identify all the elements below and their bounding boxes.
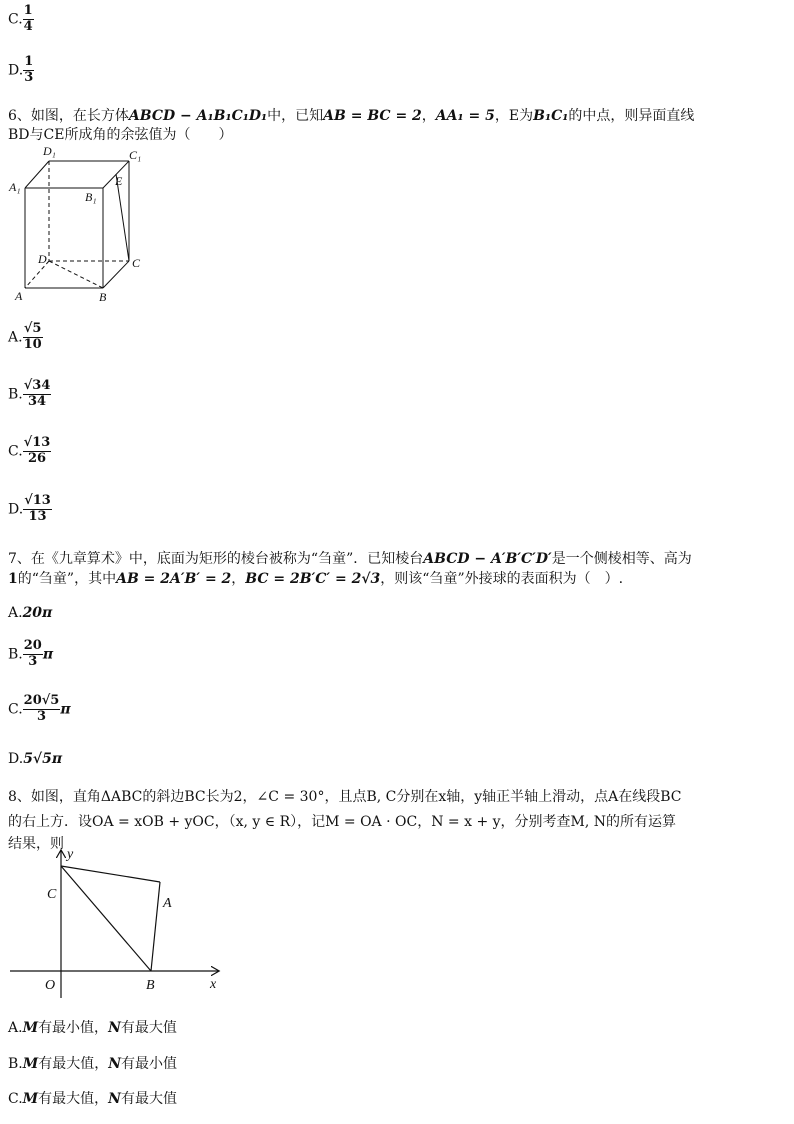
text: 有最小值， <box>38 1020 109 1036</box>
math: M <box>22 1091 39 1107</box>
q6-option-d <box>8 494 52 525</box>
label-c: C <box>47 887 57 902</box>
q7-stem-line1 <box>8 549 692 569</box>
text: 7、在《九章算术》中，底面为矩形的棱台被称为“刍童”．已知棱台 <box>8 551 424 567</box>
math: AB = BC = 2 <box>323 108 422 124</box>
math: N <box>108 1091 121 1107</box>
denominator: 26 <box>27 450 47 466</box>
denominator: 3 <box>36 708 47 724</box>
fraction <box>23 4 34 35</box>
option-label: A. <box>8 605 23 621</box>
text: 是一个侧棱相等、高为 <box>551 551 692 567</box>
label-o: O <box>45 978 56 993</box>
math: AB = 2A′B′ = 2 <box>116 571 232 587</box>
q6-cuboid-figure <box>5 143 145 305</box>
denominator: 10 <box>23 336 42 352</box>
text: 有最大值， <box>38 1056 109 1072</box>
text: BD与CE所成角的余弦值为（ ） <box>8 127 233 143</box>
numerator: 1 <box>24 54 34 69</box>
text: ，则该“刍童”外接球的表面积为（ ）. <box>380 571 624 587</box>
label-a: A <box>163 896 172 911</box>
q8-option-a <box>8 1017 177 1037</box>
math: ABCD − A′B′C′D′ <box>423 551 552 567</box>
text: 结果，则 <box>8 836 64 852</box>
pi-suffix: π <box>60 701 71 718</box>
q6-stem-line2 <box>8 125 232 145</box>
axis-label-x: x <box>210 977 217 992</box>
denominator: 3 <box>28 653 38 669</box>
text: 的“刍童”，其中 <box>17 571 117 587</box>
q6-option-b <box>8 379 51 410</box>
math: B₁C₁ <box>533 108 569 124</box>
label-e: E <box>115 174 123 188</box>
fraction <box>23 694 61 725</box>
option-label: B. <box>8 646 23 663</box>
option-label: D. <box>8 501 24 518</box>
label-a1: A₁ <box>9 180 21 194</box>
fraction <box>23 322 43 353</box>
text: 中，已知 <box>267 108 324 124</box>
numerator: 1 <box>23 3 33 18</box>
option-label: B. <box>8 1056 23 1072</box>
math: N <box>108 1020 121 1036</box>
option-value: 5√5π <box>23 751 63 767</box>
option-value: 20π <box>22 605 53 621</box>
q8-option-c <box>8 1088 177 1108</box>
math: 1 <box>8 571 18 587</box>
numerator: √34 <box>23 378 51 393</box>
math: M <box>22 1056 39 1072</box>
q7-option-c <box>8 694 71 725</box>
label-b: B <box>99 290 107 304</box>
option-label: C. <box>8 443 23 460</box>
option-label: A. <box>8 1020 23 1036</box>
option-label: C. <box>8 11 23 28</box>
option-label: D. <box>8 751 24 767</box>
text: 6、如图，在长方体 <box>8 108 129 124</box>
q7-option-a <box>8 605 52 621</box>
q7-option-b <box>8 639 53 670</box>
text: 8、如图，直角ΔABC的斜边BC长为2，∠C = 30°，且点B, C分别在x轴，y轴正半轴上滑动，点A在线段BC <box>8 789 682 805</box>
option-label: A. <box>8 329 23 346</box>
numerator: 20 <box>23 638 42 653</box>
text: 的右上方．设OA = xOB + yOC，（x, y ∈ R），记M = OA · OC，N = x + y，分别考查M, N的所有运算 <box>8 814 677 830</box>
fraction <box>23 436 52 467</box>
q7-stem-line2 <box>8 569 623 589</box>
option-label: B. <box>8 386 23 403</box>
q8-option-b <box>8 1053 177 1073</box>
text: 有最小值 <box>121 1056 178 1072</box>
label-d1: D₁ <box>43 144 56 158</box>
axis-label-y: y <box>67 847 74 862</box>
denominator: 13 <box>28 508 47 524</box>
q6-option-a <box>8 322 43 353</box>
numerator: √13 <box>24 493 51 508</box>
fraction <box>23 55 34 86</box>
math: N <box>108 1056 122 1072</box>
label-b1: B₁ <box>85 190 97 204</box>
text: ， <box>421 108 436 124</box>
math: AA₁ = 5 <box>435 108 495 124</box>
text: 有最大值， <box>38 1091 109 1107</box>
q6-option-c <box>8 436 51 467</box>
option-label: C. <box>8 1091 23 1107</box>
denominator: 34 <box>28 393 47 409</box>
math: M <box>22 1020 39 1036</box>
text: 有最大值 <box>120 1020 177 1036</box>
denominator: 4 <box>23 18 33 34</box>
text: ， <box>231 571 246 587</box>
q6-stem-line1 <box>8 106 694 126</box>
fraction <box>23 494 52 525</box>
numerator: √5 <box>23 321 42 336</box>
label-c1: C₁ <box>129 148 142 162</box>
text: ，E为 <box>494 108 534 124</box>
numerator: 20√5 <box>23 693 60 708</box>
math: BC = 2B′C′ = 2√3 <box>245 571 381 587</box>
text: 的中点，则异面直线 <box>568 108 695 124</box>
fraction <box>23 379 52 410</box>
fraction <box>23 639 43 670</box>
label-a: A <box>15 289 23 303</box>
math: ABCD − A₁B₁C₁D₁ <box>128 108 268 124</box>
label-d: D <box>38 252 47 266</box>
text: 有最大值 <box>120 1091 177 1107</box>
option-label: C. <box>8 701 23 718</box>
label-c: C <box>132 256 141 270</box>
q5-option-c <box>8 4 34 35</box>
q5-option-d <box>8 55 34 86</box>
q8-stem-line1 <box>8 787 682 807</box>
q8-stem-line2 <box>8 812 676 832</box>
numerator: √13 <box>23 435 51 450</box>
q8-coordinate-figure <box>5 843 230 1003</box>
q7-option-d <box>8 751 62 767</box>
label-b: B <box>146 978 155 993</box>
denominator: 3 <box>24 69 34 85</box>
pi-suffix: π <box>42 646 54 663</box>
option-label: D. <box>8 62 24 79</box>
